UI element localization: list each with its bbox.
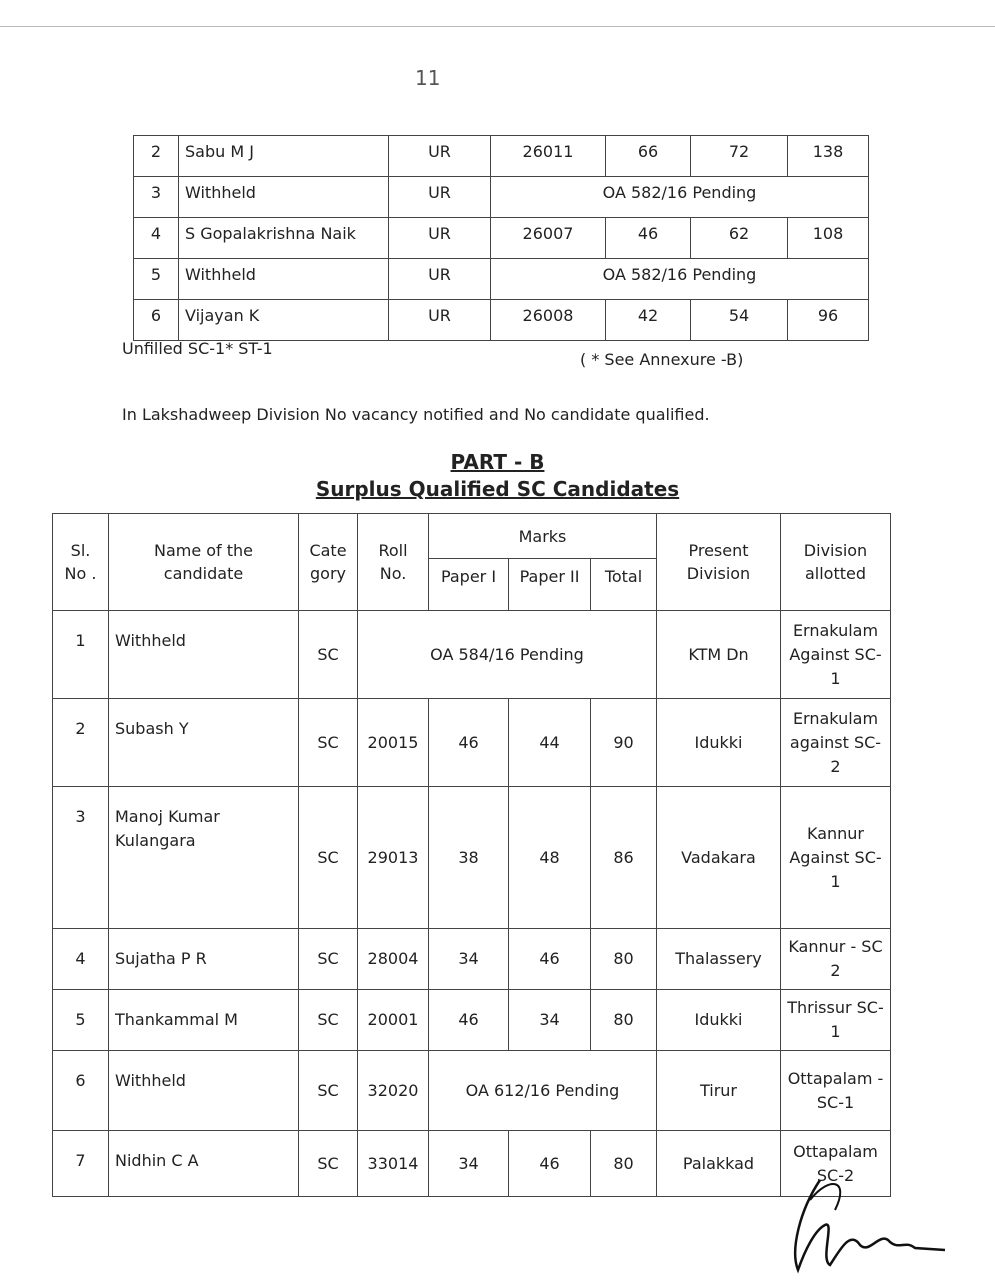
total-cell: 108 bbox=[788, 218, 869, 259]
roll-no-cell: 26008 bbox=[491, 300, 606, 341]
sl-no-cell: 6 bbox=[134, 300, 179, 341]
table-row bbox=[53, 1131, 891, 1197]
division-allotted-cell: Thrissur SC-1 bbox=[781, 990, 891, 1051]
roll-no-cell: 20001 bbox=[358, 990, 429, 1051]
name-cell: Sujatha P R bbox=[109, 929, 299, 990]
total-cell: 80 bbox=[591, 929, 657, 990]
name-cell: Withheld bbox=[179, 177, 389, 218]
header-marks: Marks bbox=[429, 514, 657, 559]
paper-1-cell: 34 bbox=[429, 1131, 509, 1197]
header-roll-no: Roll No. bbox=[358, 514, 429, 611]
present-division-cell: Palakkad bbox=[657, 1131, 781, 1197]
roll-no-cell: 20015 bbox=[358, 699, 429, 787]
sl-no-cell: 5 bbox=[134, 259, 179, 300]
paper-1-cell: 46 bbox=[429, 990, 509, 1051]
sl-no-cell: 7 bbox=[53, 1131, 109, 1197]
table-row bbox=[53, 611, 891, 699]
roll-no-cell: 28004 bbox=[358, 929, 429, 990]
name-cell: S Gopalakrishna Naik bbox=[179, 218, 389, 259]
sl-no-cell: 3 bbox=[53, 787, 109, 929]
roll-no-cell: 26007 bbox=[491, 218, 606, 259]
header-paper-1: Paper I bbox=[429, 559, 509, 611]
division-allotted-cell: Ernakulam against SC-2 bbox=[781, 699, 891, 787]
name-cell: Nidhin C A bbox=[109, 1131, 299, 1197]
paper-1-cell: 42 bbox=[606, 300, 691, 341]
paper-2-cell: 48 bbox=[509, 787, 591, 929]
status-note-cell: OA 582/16 Pending bbox=[491, 259, 869, 300]
sl-no-cell: 4 bbox=[134, 218, 179, 259]
roll-no-cell: 26011 bbox=[491, 136, 606, 177]
part-b-title: PART - B bbox=[450, 450, 545, 474]
table-row bbox=[134, 136, 869, 177]
category-cell: UR bbox=[389, 259, 491, 300]
header-category: Cate gory bbox=[299, 514, 358, 611]
total-cell: 80 bbox=[591, 990, 657, 1051]
name-cell: Thankammal M bbox=[109, 990, 299, 1051]
page-top-rule bbox=[0, 26, 995, 27]
category-cell: SC bbox=[299, 990, 358, 1051]
table-row bbox=[53, 990, 891, 1051]
division-allotted-cell: Kannur Against SC-1 bbox=[781, 787, 891, 929]
table-row bbox=[134, 177, 869, 218]
total-cell: 80 bbox=[591, 1131, 657, 1197]
header-division-allotted: Division allotted bbox=[781, 514, 891, 611]
table-row bbox=[53, 699, 891, 787]
annexure-note: ( * See Annexure -B) bbox=[580, 350, 744, 369]
paper-2-cell: 54 bbox=[691, 300, 788, 341]
name-cell: Vijayan K bbox=[179, 300, 389, 341]
sl-no-cell: 3 bbox=[134, 177, 179, 218]
total-cell: 86 bbox=[591, 787, 657, 929]
total-cell: 96 bbox=[788, 300, 869, 341]
category-cell: UR bbox=[389, 136, 491, 177]
present-division-cell: Idukki bbox=[657, 990, 781, 1051]
roll-no-cell: 33014 bbox=[358, 1131, 429, 1197]
sl-no-cell: 5 bbox=[53, 990, 109, 1051]
present-division-cell: Vadakara bbox=[657, 787, 781, 929]
name-cell: Manoj Kumar Kulangara bbox=[109, 787, 299, 929]
category-cell: UR bbox=[389, 177, 491, 218]
roll-no-cell: 32020 bbox=[358, 1051, 429, 1131]
table-row bbox=[53, 1051, 891, 1131]
paper-2-cell: 44 bbox=[509, 699, 591, 787]
category-cell: SC bbox=[299, 1051, 358, 1131]
name-cell: Sabu M J bbox=[179, 136, 389, 177]
paper-1-cell: 38 bbox=[429, 787, 509, 929]
status-note-cell: OA 582/16 Pending bbox=[491, 177, 869, 218]
paper-2-cell: 34 bbox=[509, 990, 591, 1051]
header-paper-2: Paper II bbox=[509, 559, 591, 611]
header-sl-no: Sl. No . bbox=[53, 514, 109, 611]
division-allotted-cell: Ottapalam -SC-1 bbox=[781, 1051, 891, 1131]
name-cell: Subash Y bbox=[109, 699, 299, 787]
category-cell: SC bbox=[299, 611, 358, 699]
present-division-cell: Idukki bbox=[657, 699, 781, 787]
sl-no-cell: 1 bbox=[53, 611, 109, 699]
signature bbox=[780, 1170, 950, 1280]
status-note-cell: OA 584/16 Pending bbox=[358, 611, 657, 699]
category-cell: UR bbox=[389, 300, 491, 341]
lakshadweep-note: In Lakshadweep Division No vacancy notified and No candidate qualified. bbox=[122, 405, 710, 424]
table-row bbox=[53, 929, 891, 990]
category-cell: SC bbox=[299, 699, 358, 787]
total-cell: 90 bbox=[591, 699, 657, 787]
page-number: 11 bbox=[415, 66, 441, 90]
paper-1-cell: 34 bbox=[429, 929, 509, 990]
sl-no-cell: 2 bbox=[53, 699, 109, 787]
status-note-cell: OA 612/16 Pending bbox=[429, 1051, 657, 1131]
part-a-table bbox=[133, 135, 869, 341]
paper-1-cell: 66 bbox=[606, 136, 691, 177]
paper-1-cell: 46 bbox=[429, 699, 509, 787]
paper-2-cell: 62 bbox=[691, 218, 788, 259]
category-cell: SC bbox=[299, 1131, 358, 1197]
category-cell: UR bbox=[389, 218, 491, 259]
name-cell: Withheld bbox=[179, 259, 389, 300]
paper-2-cell: 72 bbox=[691, 136, 788, 177]
category-cell: SC bbox=[299, 787, 358, 929]
present-division-cell: Tirur bbox=[657, 1051, 781, 1131]
header-present-division: Present Division bbox=[657, 514, 781, 611]
roll-no-cell: 29013 bbox=[358, 787, 429, 929]
division-allotted-cell: Ottapalam SC-2 bbox=[781, 1131, 891, 1197]
paper-2-cell: 46 bbox=[509, 1131, 591, 1197]
table-row bbox=[134, 218, 869, 259]
present-division-cell: Thalassery bbox=[657, 929, 781, 990]
part-b-table bbox=[52, 513, 891, 1197]
name-cell: Withheld bbox=[109, 611, 299, 699]
total-cell: 138 bbox=[788, 136, 869, 177]
paper-2-cell: 46 bbox=[509, 929, 591, 990]
name-cell: Withheld bbox=[109, 1051, 299, 1131]
part-b-subtitle: Surplus Qualified SC Candidates bbox=[315, 477, 680, 501]
sl-no-cell: 6 bbox=[53, 1051, 109, 1131]
category-cell: SC bbox=[299, 929, 358, 990]
header-total: Total bbox=[591, 559, 657, 611]
division-allotted-cell: Kannur - SC 2 bbox=[781, 929, 891, 990]
table-row bbox=[134, 259, 869, 300]
paper-1-cell: 46 bbox=[606, 218, 691, 259]
sl-no-cell: 4 bbox=[53, 929, 109, 990]
table-row bbox=[53, 787, 891, 929]
table-row bbox=[134, 300, 869, 341]
sl-no-cell: 2 bbox=[134, 136, 179, 177]
present-division-cell: KTM Dn bbox=[657, 611, 781, 699]
unfilled-note: Unfilled SC-1* ST-1 bbox=[122, 339, 273, 358]
division-allotted-cell: Ernakulam Against SC-1 bbox=[781, 611, 891, 699]
header-name: Name of the candidate bbox=[109, 514, 299, 611]
